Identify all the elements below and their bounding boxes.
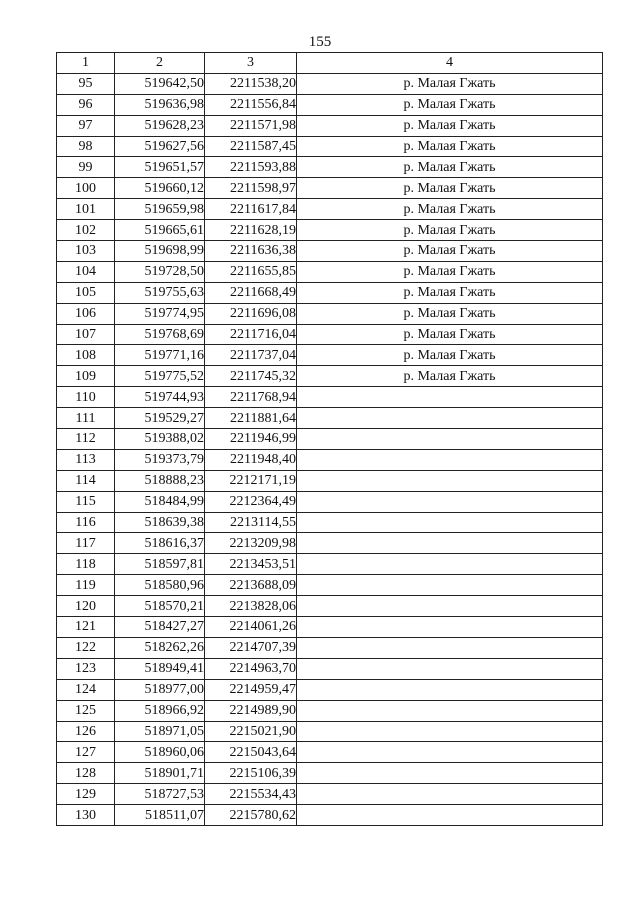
y-coordinate-cell: 2213688,09: [205, 575, 297, 596]
y-coordinate-cell: 2211628,19: [205, 220, 297, 241]
x-coordinate-cell: 518977,00: [115, 679, 205, 700]
description-cell: р. Малая Гжать: [297, 136, 603, 157]
y-coordinate-cell: 2211571,98: [205, 115, 297, 136]
y-coordinate-cell: 2211587,45: [205, 136, 297, 157]
y-coordinate-cell: 2215780,62: [205, 805, 297, 826]
point-number-cell: 113: [57, 449, 115, 470]
table-row: [57, 721, 603, 742]
x-coordinate-cell: 519775,52: [115, 366, 205, 387]
y-coordinate-cell: 2211881,64: [205, 408, 297, 429]
x-coordinate-cell: 518570,21: [115, 596, 205, 617]
point-number-cell: 111: [57, 408, 115, 429]
y-coordinate-cell: 2212364,49: [205, 491, 297, 512]
y-coordinate-cell: 2215534,43: [205, 784, 297, 805]
y-coordinate-cell: 2212171,19: [205, 470, 297, 491]
table-row: [57, 199, 603, 220]
x-coordinate-cell: 518511,07: [115, 805, 205, 826]
table-row: [57, 94, 603, 115]
y-coordinate-cell: 2211598,97: [205, 178, 297, 199]
description-cell: [297, 679, 603, 700]
x-coordinate-cell: 519388,02: [115, 429, 205, 450]
x-coordinate-cell: 519628,23: [115, 115, 205, 136]
x-coordinate-cell: 518427,27: [115, 617, 205, 638]
point-number-cell: 102: [57, 220, 115, 241]
point-number-cell: 120: [57, 596, 115, 617]
table-row: [57, 554, 603, 575]
description-cell: р. Малая Гжать: [297, 282, 603, 303]
x-coordinate-cell: 518727,53: [115, 784, 205, 805]
description-cell: [297, 637, 603, 658]
y-coordinate-cell: 2214989,90: [205, 700, 297, 721]
point-number-cell: 105: [57, 282, 115, 303]
table-row: [57, 157, 603, 178]
y-coordinate-cell: 2211946,99: [205, 429, 297, 450]
point-number-cell: 107: [57, 324, 115, 345]
x-coordinate-cell: 519771,16: [115, 345, 205, 366]
table-header-row: [57, 53, 603, 74]
point-number-cell: 104: [57, 261, 115, 282]
description-cell: [297, 784, 603, 805]
table-row: [57, 324, 603, 345]
table-row: [57, 345, 603, 366]
y-coordinate-cell: 2213209,98: [205, 533, 297, 554]
table-row: [57, 805, 603, 826]
point-number-cell: 103: [57, 241, 115, 262]
point-number-cell: 101: [57, 199, 115, 220]
point-number-cell: 106: [57, 303, 115, 324]
point-number-cell: 97: [57, 115, 115, 136]
description-cell: р. Малая Гжать: [297, 303, 603, 324]
point-number-cell: 95: [57, 73, 115, 94]
y-coordinate-cell: 2211593,88: [205, 157, 297, 178]
y-coordinate-cell: 2211655,85: [205, 261, 297, 282]
description-cell: [297, 387, 603, 408]
column-header-4: 4: [297, 53, 603, 74]
x-coordinate-cell: 519755,63: [115, 282, 205, 303]
x-coordinate-cell: 519373,79: [115, 449, 205, 470]
table-row: [57, 637, 603, 658]
x-coordinate-cell: 519698,99: [115, 241, 205, 262]
description-cell: р. Малая Гжать: [297, 220, 603, 241]
coordinates-table: [56, 52, 603, 826]
y-coordinate-cell: 2211745,32: [205, 366, 297, 387]
y-coordinate-cell: 2214959,47: [205, 679, 297, 700]
point-number-cell: 125: [57, 700, 115, 721]
point-number-cell: 126: [57, 721, 115, 742]
y-coordinate-cell: 2213828,06: [205, 596, 297, 617]
x-coordinate-cell: 519659,98: [115, 199, 205, 220]
point-number-cell: 130: [57, 805, 115, 826]
y-coordinate-cell: 2214061,26: [205, 617, 297, 638]
point-number-cell: 123: [57, 658, 115, 679]
table-row: [57, 763, 603, 784]
table-row: [57, 241, 603, 262]
description-cell: р. Малая Гжать: [297, 324, 603, 345]
table-row: [57, 533, 603, 554]
table-row: [57, 658, 603, 679]
description-cell: [297, 575, 603, 596]
y-coordinate-cell: 2211696,08: [205, 303, 297, 324]
point-number-cell: 121: [57, 617, 115, 638]
page-number: 155: [308, 34, 332, 50]
point-number-cell: 128: [57, 763, 115, 784]
table-row: [57, 429, 603, 450]
point-number-cell: 96: [57, 94, 115, 115]
point-number-cell: 115: [57, 491, 115, 512]
table-row: [57, 596, 603, 617]
x-coordinate-cell: 518971,05: [115, 721, 205, 742]
table-row: [57, 282, 603, 303]
description-cell: [297, 533, 603, 554]
y-coordinate-cell: 2215043,64: [205, 742, 297, 763]
point-number-cell: 122: [57, 637, 115, 658]
point-number-cell: 110: [57, 387, 115, 408]
x-coordinate-cell: 518888,23: [115, 470, 205, 491]
x-coordinate-cell: 518949,41: [115, 658, 205, 679]
point-number-cell: 98: [57, 136, 115, 157]
description-cell: р. Малая Гжать: [297, 345, 603, 366]
description-cell: [297, 805, 603, 826]
column-header-3: 3: [205, 53, 297, 74]
table-row: [57, 261, 603, 282]
table-row: [57, 491, 603, 512]
point-number-cell: 108: [57, 345, 115, 366]
y-coordinate-cell: 2211768,94: [205, 387, 297, 408]
description-cell: [297, 470, 603, 491]
x-coordinate-cell: 519768,69: [115, 324, 205, 345]
x-coordinate-cell: 518960,06: [115, 742, 205, 763]
description-cell: р. Малая Гжать: [297, 261, 603, 282]
table-row: [57, 178, 603, 199]
y-coordinate-cell: 2211617,84: [205, 199, 297, 220]
point-number-cell: 117: [57, 533, 115, 554]
description-cell: [297, 449, 603, 470]
description-cell: р. Малая Гжать: [297, 241, 603, 262]
y-coordinate-cell: 2211716,04: [205, 324, 297, 345]
x-coordinate-cell: 518639,38: [115, 512, 205, 533]
y-coordinate-cell: 2213114,55: [205, 512, 297, 533]
description-cell: [297, 596, 603, 617]
x-coordinate-cell: 519642,50: [115, 73, 205, 94]
x-coordinate-cell: 518901,71: [115, 763, 205, 784]
table-row: [57, 470, 603, 491]
description-cell: р. Малая Гжать: [297, 73, 603, 94]
description-cell: [297, 721, 603, 742]
y-coordinate-cell: 2211556,84: [205, 94, 297, 115]
x-coordinate-cell: 519636,98: [115, 94, 205, 115]
description-cell: р. Малая Гжать: [297, 366, 603, 387]
table-row: [57, 73, 603, 94]
description-cell: р. Малая Гжать: [297, 115, 603, 136]
description-cell: [297, 700, 603, 721]
x-coordinate-cell: 518580,96: [115, 575, 205, 596]
description-cell: [297, 512, 603, 533]
y-coordinate-cell: 2211737,04: [205, 345, 297, 366]
x-coordinate-cell: 518262,26: [115, 637, 205, 658]
table-row: [57, 366, 603, 387]
description-cell: [297, 617, 603, 638]
point-number-cell: 118: [57, 554, 115, 575]
description-cell: [297, 658, 603, 679]
y-coordinate-cell: 2214707,39: [205, 637, 297, 658]
table-row: [57, 575, 603, 596]
table-row: [57, 408, 603, 429]
x-coordinate-cell: 519665,61: [115, 220, 205, 241]
point-number-cell: 99: [57, 157, 115, 178]
x-coordinate-cell: 519529,27: [115, 408, 205, 429]
point-number-cell: 124: [57, 679, 115, 700]
table-row: [57, 742, 603, 763]
table-row: [57, 449, 603, 470]
point-number-cell: 129: [57, 784, 115, 805]
description-cell: р. Малая Гжать: [297, 94, 603, 115]
x-coordinate-cell: 519660,12: [115, 178, 205, 199]
table-row: [57, 136, 603, 157]
column-header-2: 2: [115, 53, 205, 74]
table-row: [57, 784, 603, 805]
description-cell: [297, 491, 603, 512]
description-cell: [297, 554, 603, 575]
y-coordinate-cell: 2214963,70: [205, 658, 297, 679]
description-cell: р. Малая Гжать: [297, 157, 603, 178]
x-coordinate-cell: 518616,37: [115, 533, 205, 554]
table-row: [57, 617, 603, 638]
x-coordinate-cell: 518966,92: [115, 700, 205, 721]
point-number-cell: 127: [57, 742, 115, 763]
description-cell: р. Малая Гжать: [297, 178, 603, 199]
x-coordinate-cell: 519627,56: [115, 136, 205, 157]
description-cell: р. Малая Гжать: [297, 199, 603, 220]
x-coordinate-cell: 519651,57: [115, 157, 205, 178]
x-coordinate-cell: 518484,99: [115, 491, 205, 512]
table-row: [57, 700, 603, 721]
y-coordinate-cell: 2213453,51: [205, 554, 297, 575]
description-cell: [297, 408, 603, 429]
table-row: [57, 115, 603, 136]
x-coordinate-cell: 519774,95: [115, 303, 205, 324]
column-header-1: 1: [57, 53, 115, 74]
point-number-cell: 100: [57, 178, 115, 199]
y-coordinate-cell: 2211538,20: [205, 73, 297, 94]
point-number-cell: 112: [57, 429, 115, 450]
table-row: [57, 679, 603, 700]
x-coordinate-cell: 519744,93: [115, 387, 205, 408]
x-coordinate-cell: 518597,81: [115, 554, 205, 575]
point-number-cell: 114: [57, 470, 115, 491]
table-body: [57, 73, 603, 825]
table-row: [57, 512, 603, 533]
description-cell: [297, 429, 603, 450]
table-row: [57, 387, 603, 408]
y-coordinate-cell: 2211636,38: [205, 241, 297, 262]
x-coordinate-cell: 519728,50: [115, 261, 205, 282]
point-number-cell: 109: [57, 366, 115, 387]
y-coordinate-cell: 2215106,39: [205, 763, 297, 784]
description-cell: [297, 763, 603, 784]
table-row: [57, 303, 603, 324]
description-cell: [297, 742, 603, 763]
y-coordinate-cell: 2211668,49: [205, 282, 297, 303]
point-number-cell: 116: [57, 512, 115, 533]
y-coordinate-cell: 2211948,40: [205, 449, 297, 470]
table-row: [57, 220, 603, 241]
y-coordinate-cell: 2215021,90: [205, 721, 297, 742]
point-number-cell: 119: [57, 575, 115, 596]
